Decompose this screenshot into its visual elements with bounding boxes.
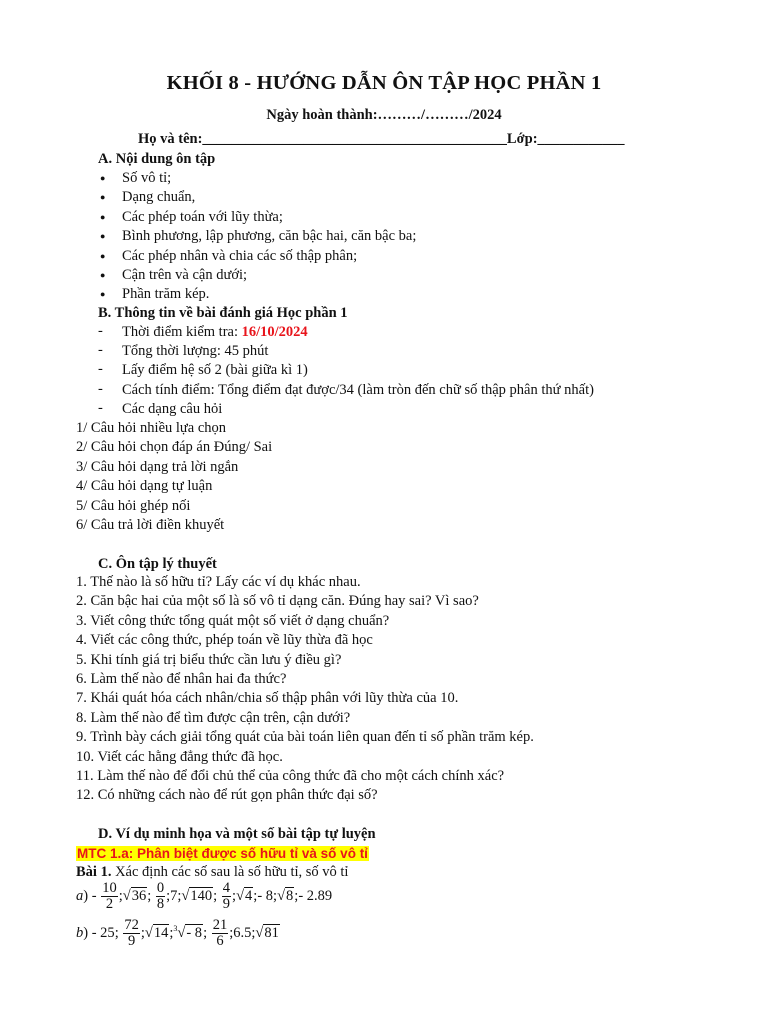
list-item: Các dạng câu hỏi: [122, 401, 223, 418]
bullet-icon: ●: [100, 211, 106, 222]
sqrt-icon: √: [181, 887, 190, 904]
list-item: 7. Khái quát hóa cách nhân/chia số thập phân với lũy thừa của 10.: [76, 690, 459, 707]
list-item: 9. Trình bày cách giải tổng quát của bài toán liên quan đến tỉ số phần trăm kép.: [76, 729, 534, 746]
sqrt-36: 36: [131, 887, 147, 904]
bullet-icon: ●: [100, 289, 106, 300]
term-neg-2-89: - 2.89: [298, 887, 333, 904]
list-item: Các phép toán với lũy thừa;: [122, 208, 283, 225]
frac-den: 8: [156, 896, 165, 912]
part-b-label: b: [76, 924, 84, 941]
section-c-heading: C. Ôn tập lý thuyết: [98, 556, 217, 572]
list-item: 4/ Câu hỏi dạng tự luận: [76, 478, 213, 495]
list-item: Lấy điểm hệ số 2 (bài giữa kì 1): [122, 362, 308, 379]
exercise-1-line: [76, 863, 348, 882]
list-item: Cận trên và cận dưới;: [122, 267, 248, 283]
list-item: 1. Thế nào là số hữu tỉ? Lấy các ví dụ khác nhau.: [76, 574, 361, 590]
fraction-21-6: [212, 918, 229, 949]
list-item: 2/ Câu hỏi chọn đáp án Đúng/ Sai: [76, 439, 273, 456]
sqrt-icon: √: [144, 924, 153, 941]
list-item: Tổng thời lượng: 45 phút: [122, 343, 269, 359]
list-item: Bình phương, lập phương, căn bậc hai, căn bậc ba;: [122, 228, 417, 245]
bullet-icon: ●: [100, 250, 106, 261]
bullet-icon: ●: [100, 270, 106, 280]
list-item: 8. Làm thế nào để tìm được cận trên, cận dưới?: [76, 709, 351, 726]
document-title: KHỐI 8 - HƯỚNG DẪN ÔN TẬP HỌC PHẦN 1: [166, 72, 602, 94]
frac-num: 21: [212, 917, 228, 933]
fraction-10-2: [101, 881, 118, 912]
frac-den: 2: [105, 896, 114, 912]
term-neg-8: - 8: [257, 887, 274, 904]
dash-marker: -: [98, 380, 103, 397]
dash-marker: -: [98, 400, 103, 417]
exam-date-value: 16/10/2024: [241, 324, 308, 340]
fraction-4-9: [222, 881, 231, 912]
sqrt-8: 8: [286, 887, 294, 904]
list-item: 2. Căn bậc hai của một số là số vô tỉ dạng căn. Đúng hay sai? Vì sao?: [76, 593, 479, 610]
list-item: Phần trăm kép.: [122, 286, 210, 303]
sqrt-4: 4: [245, 887, 253, 904]
bullet-icon: ●: [100, 173, 106, 183]
list-item: Số vô tỉ;: [122, 170, 172, 186]
list-item: 5/ Câu hỏi ghép nối: [76, 497, 191, 514]
sqrt-14: 14: [153, 924, 169, 941]
fraction-72-9: [123, 918, 140, 949]
math-neg: -: [91, 887, 101, 904]
bullet-icon: ●: [100, 192, 106, 203]
list-item: 3/ Câu hỏi dạng trả lời ngắn: [76, 458, 239, 475]
list-item: 10. Viết các hằng đẳng thức đã học.: [76, 748, 283, 765]
frac-num: 0: [156, 880, 165, 896]
sqrt-icon: √: [236, 887, 245, 904]
part-a-label: a: [76, 887, 84, 904]
cbrt-neg-8: - 8: [186, 924, 203, 941]
frac-num: 72: [124, 917, 139, 933]
sqrt-140: 140: [190, 887, 213, 904]
list-item: 6/ Câu trả lời điền khuyết: [76, 517, 225, 533]
sqrt-icon: √: [177, 924, 186, 941]
term-neg-25: - 25: [91, 924, 115, 941]
list-item: 3. Viết công thức tổng quát một số viết ở dạng chuẩn?: [76, 612, 390, 629]
list-item: Cách tính điểm: Tổng điểm đạt được/34 (làm tròn đến chữ số thập phân thứ nhất): [122, 381, 594, 398]
list-item: 6. Làm thế nào để nhân hai đa thức?: [76, 671, 287, 687]
list-item: 12. Có những cách nào để rút gọn phân thức đại số?: [76, 787, 378, 804]
cube-root-index: 3: [173, 924, 178, 933]
frac-den: 9: [127, 933, 136, 949]
term-6-5: 6.5: [233, 924, 252, 941]
frac-num: 10: [102, 880, 117, 896]
math-expression-a: a) - $\frac{10}{2}$ ;√36; $\frac{0}{8}$ ;7;√140; $\frac{4}{9}$ ;√4;- 8;√8;- 2.89: [76, 880, 333, 912]
frac-num: 4: [222, 880, 231, 896]
sqrt-icon: √: [122, 887, 131, 904]
sqrt-icon: √: [255, 924, 264, 941]
exam-date-label: Thời điểm kiểm tra:: [122, 324, 242, 340]
dash-marker: -: [98, 323, 103, 339]
term-7: 7: [170, 887, 178, 904]
math-expression-b: b) - 25; $\frac{72}{9}$ ;√14;$^3$√- 8; $\frac{21}{6}$ ;6.5;√81: [76, 917, 279, 949]
exercise-1-label: Bài 1.: [76, 864, 112, 880]
fraction-0-8: [156, 881, 165, 912]
list-item: Các phép nhân và chia các số thập phân;: [122, 247, 358, 264]
list-item: 11. Làm thế nào để đổi chủ thể của công thức đã cho một cách chính xác?: [76, 768, 505, 784]
student-name-line: Họ và tên:__________________________________________Lớp:____________: [138, 131, 625, 147]
sqrt-81: 81: [264, 924, 279, 941]
dash-marker: -: [98, 361, 103, 378]
section-b-heading: B. Thông tin về bài đánh giá Học phần 1: [98, 305, 348, 321]
frac-den: 9: [222, 896, 231, 912]
exercise-1-text: Xác định các số sau là số hữu tỉ, số vô tỉ: [111, 864, 349, 880]
list-item: Dạng chuẩn,: [122, 189, 196, 206]
bullet-icon: ●: [100, 231, 106, 242]
mtc-highlight: MTC 1.a: Phân biệt được số hữu tỉ và số vô tỉ: [77, 846, 368, 861]
sqrt-icon: √: [277, 887, 286, 904]
dash-marker: -: [98, 342, 103, 358]
section-d-heading: D. Ví dụ minh họa và một số bài tập tự luyện: [98, 826, 376, 842]
list-item: 1/ Câu hỏi nhiều lựa chọn: [76, 420, 227, 436]
list-item: 5. Khi tính giá trị biểu thức cần lưu ý điều gì?: [76, 651, 342, 668]
completion-date-line: Ngày hoàn thành:………/………/2024: [266, 107, 502, 123]
exam-date-line: [122, 323, 308, 342]
section-a-heading: A. Nội dung ôn tập: [98, 151, 216, 167]
list-item: 4. Viết các công thức, phép toán về lũy thừa đã học: [76, 632, 373, 649]
frac-den: 6: [216, 933, 224, 949]
mtc-line: [76, 844, 369, 864]
